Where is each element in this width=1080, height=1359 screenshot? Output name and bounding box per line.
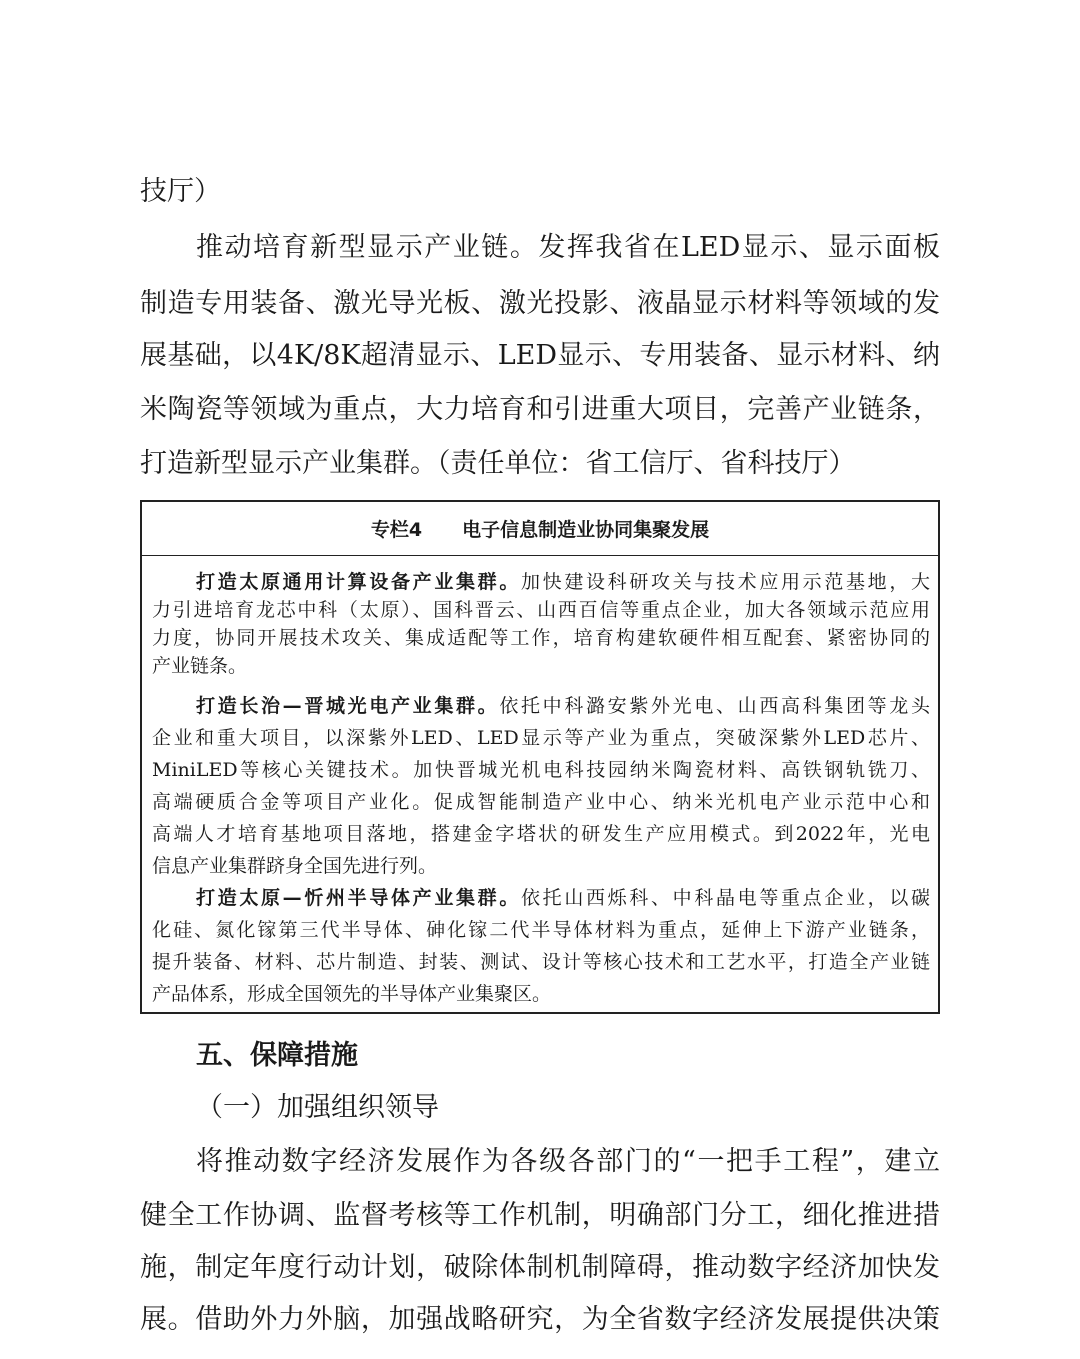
subsection-heading: （一）加强组织领导: [196, 1092, 439, 1123]
paragraph-line: 展基础，以4K/8K超清显示、LED显示、专用装备、显示材料、纳: [140, 340, 940, 371]
feature-box-label: 专栏4: [370, 519, 423, 541]
paragraph-line: 技厅）: [140, 176, 221, 207]
feature-box: [140, 500, 940, 1014]
box-line: 提升装备、材料、芯片制造、封装、测试、设计等核心技术和工艺水平，打造全产业链: [152, 951, 930, 973]
box-line: 化硅、氮化镓第三代半导体、砷化镓二代半导体材料为重点，延伸上下游产业链条，: [152, 919, 930, 941]
box-line: 力引进培育龙芯中科（太原）、国科晋云、山西百信等重点企业，加大各领域示范应用: [152, 599, 930, 621]
box-line: 高端硬质合金等项目产业化。促成智能制造产业中心、纳米光机电产业示范中心和: [152, 791, 930, 813]
box-line: 高端人才培育基地项目落地，搭建金字塔状的研发生产应用模式。到2022年，光电: [152, 823, 930, 845]
paragraph-line: 制造专用装备、激光导光板、激光投影、液晶显示材料等领域的发: [140, 288, 940, 319]
box-line: 产品体系，形成全国领先的半导体产业集聚区。: [152, 983, 552, 1005]
box-line: MiniLED等核心关键技术。加快晋城光机电科技园纳米陶瓷材料、高铁钢轨铣刀、: [152, 759, 930, 781]
paragraph-line: 打造新型显示产业集群。（责任单位：省工信厅、省科技厅）: [140, 448, 856, 479]
feature-box-title: 电子信息制造业协同集聚发展: [462, 519, 710, 541]
box-line: 打造太原—忻州半导体产业集群。依托山西烁科、中科晶电等重点企业，以碳: [196, 887, 930, 909]
feature-box-header: [142, 502, 938, 556]
paragraph-line: 将推动数字经济发展作为各级各部门的“一把手工程”，建立: [196, 1146, 940, 1177]
box-line: 打造太原通用计算设备产业集群。加快建设科研攻关与技术应用示范基地，大: [196, 571, 930, 593]
box-line: 企业和重大项目，以深紫外LED、LED显示等产业为重点，突破深紫外LED芯片、: [152, 727, 930, 749]
paragraph-line: 展。借助外力外脑，加强战略研究，为全省数字经济发展提供决策: [140, 1304, 940, 1335]
paragraph-line: 健全工作协调、监督考核等工作机制，明确部门分工，细化推进措: [140, 1200, 940, 1231]
box-line: 信息产业集群跻身全国先进行列。: [152, 855, 438, 877]
paragraph-line: 米陶瓷等领域为重点，大力培育和引进重大项目，完善产业链条，: [140, 394, 940, 425]
box-line: 力度，协同开展技术攻关、集成适配等工作，培育构建软硬件相互配套、紧密协同的: [152, 627, 930, 649]
paragraph-line: 施，制定年度行动计划，破除体制机制障碍，推动数字经济加快发: [140, 1252, 940, 1283]
section-heading: 五、保障措施: [196, 1040, 358, 1071]
box-line: 产业链条。: [152, 655, 248, 677]
box-line: 打造长治—晋城光电产业集群。依托中科潞安紫外光电、山西高科集团等龙头: [196, 695, 930, 717]
paragraph-line: 推动培育新型显示产业链。发挥我省在LED显示、显示面板: [196, 232, 940, 263]
